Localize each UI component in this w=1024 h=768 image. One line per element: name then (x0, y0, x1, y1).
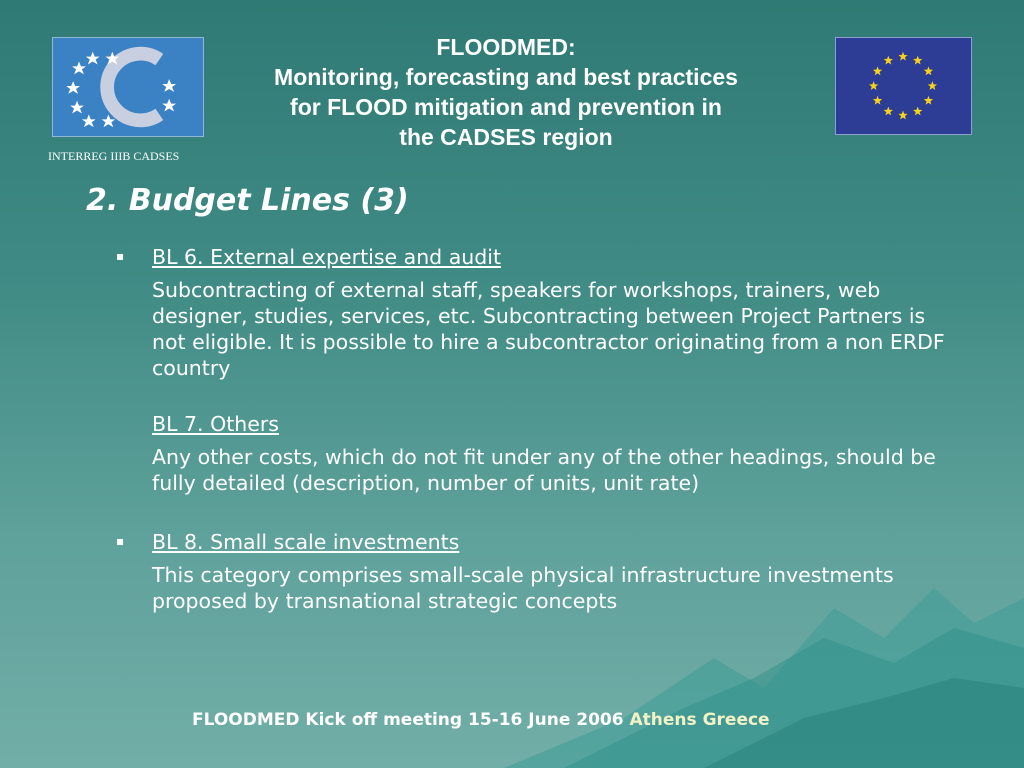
title-line: the CADSES region (399, 124, 613, 150)
title-line: for FLOOD mitigation and prevention in (290, 94, 722, 120)
eu-flag-icon (836, 38, 971, 134)
title-line: Monitoring, forecasting and best practices (274, 64, 738, 90)
eu-flag (835, 37, 972, 135)
section-title: 2. Budget Lines (3) (86, 183, 409, 218)
item-description: Subcontracting of external staff, speakers for workshops, trainers, web designer, studies, services, etc. Subcontracting between Project Partners is not eligible. It is possible to hire a subcontractor originating from a non ERDF country (152, 278, 945, 380)
footer-location: Athens Greece (629, 710, 770, 730)
bullet-icon: ▪ (116, 249, 125, 263)
item-heading: BL 6. External expertise and audit (152, 245, 502, 269)
item-description: This category comprises small-scale physical infrastructure investments proposed by transnational strategic concepts (152, 563, 894, 613)
program-label: INTERREG IIIB CADSES (48, 149, 180, 163)
footer-event: FLOODMED Kick off meeting 15-16 June 2006 (192, 710, 624, 730)
list-item (112, 529, 992, 614)
presentation-title (200, 32, 812, 152)
cadses-logo-icon (53, 38, 203, 136)
list-item (112, 244, 992, 381)
list-item (112, 411, 992, 496)
budget-lines-list (112, 244, 992, 614)
bullet-icon: ▪ (116, 534, 125, 548)
footer (192, 710, 770, 730)
cadses-logo (52, 37, 204, 137)
item-heading: BL 8. Small scale investments (152, 530, 460, 554)
item-description: Any other costs, which do not fit under any of the other headings, should be fully detailed (description, number of units, unit rate) (152, 445, 936, 495)
item-heading: BL 7. Others (152, 412, 279, 436)
title-line: FLOODMED: (436, 34, 576, 60)
